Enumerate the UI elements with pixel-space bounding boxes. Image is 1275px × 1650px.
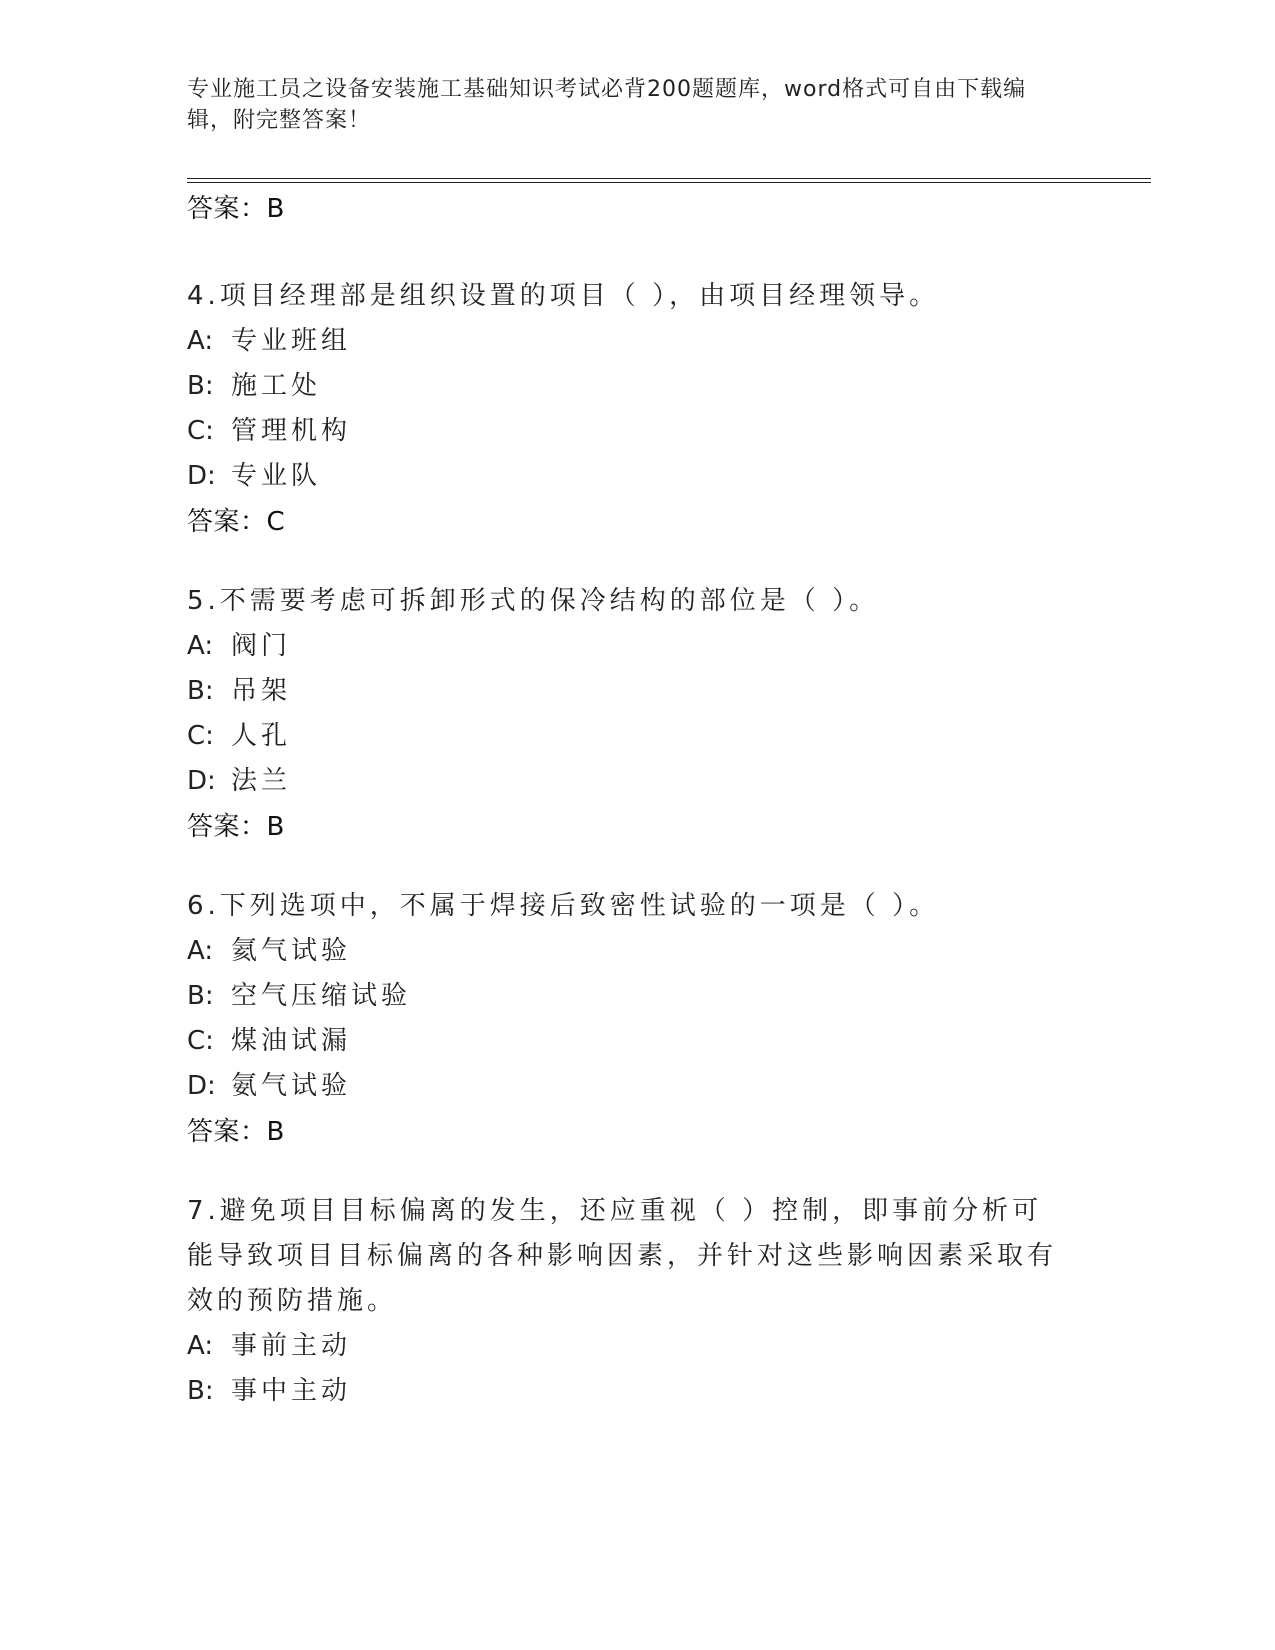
option-a: A: 专业班组 (187, 326, 352, 356)
question-text: 7.避免项目目标偏离的发生，还应重视（ ）控制，即事前分析可能导致项目目标偏离的各种影响因素，并针对这些影响因素采取有效的预防措施。 (187, 1196, 1058, 1316)
answer-line: 答案：C (187, 507, 286, 537)
option-a: A: 氦气试验 (187, 936, 352, 966)
question-text: 5.不需要考虑可拆卸形式的保冷结构的部位是（ ）。 (187, 586, 880, 616)
answer-line: 答案：B (187, 1117, 285, 1147)
option-d: D: 氨气试验 (187, 1071, 352, 1101)
option-b: B: 施工处 (187, 371, 322, 401)
option-c: C: 人孔 (187, 721, 292, 751)
option-b: B: 吊架 (187, 676, 292, 706)
question-block (187, 1189, 1087, 1414)
option-d: D: 专业队 (187, 461, 322, 491)
question-text: 6.下列选项中，不属于焊接后致密性试验的一项是（ ）。 (187, 891, 940, 921)
option-a: A: 阀门 (187, 631, 292, 661)
answer-line: 答案：B (187, 812, 285, 842)
option-c: C: 煤油试漏 (187, 1026, 352, 1056)
question-block (187, 579, 1087, 850)
option-a: A: 事前主动 (187, 1331, 352, 1361)
header-rule-top (187, 178, 1151, 179)
option-b: B: 事中主动 (187, 1376, 352, 1406)
answer-line: 答案：B (187, 194, 285, 224)
option-d: D: 法兰 (187, 766, 292, 796)
question-text: 4.项目经理部是组织设置的项目（ ），由项目经理领导。 (187, 281, 940, 311)
question-block (187, 884, 1087, 1155)
document-header: 专业施工员之设备安装施工基础知识考试必背200题题库，word格式可自由下载编辑，附完整答案！ (187, 77, 1027, 133)
option-c: C: 管理机构 (187, 416, 352, 446)
header-rule-bottom (187, 182, 1151, 183)
option-b: B: 空气压缩试验 (187, 981, 412, 1011)
question-block (187, 274, 1087, 545)
